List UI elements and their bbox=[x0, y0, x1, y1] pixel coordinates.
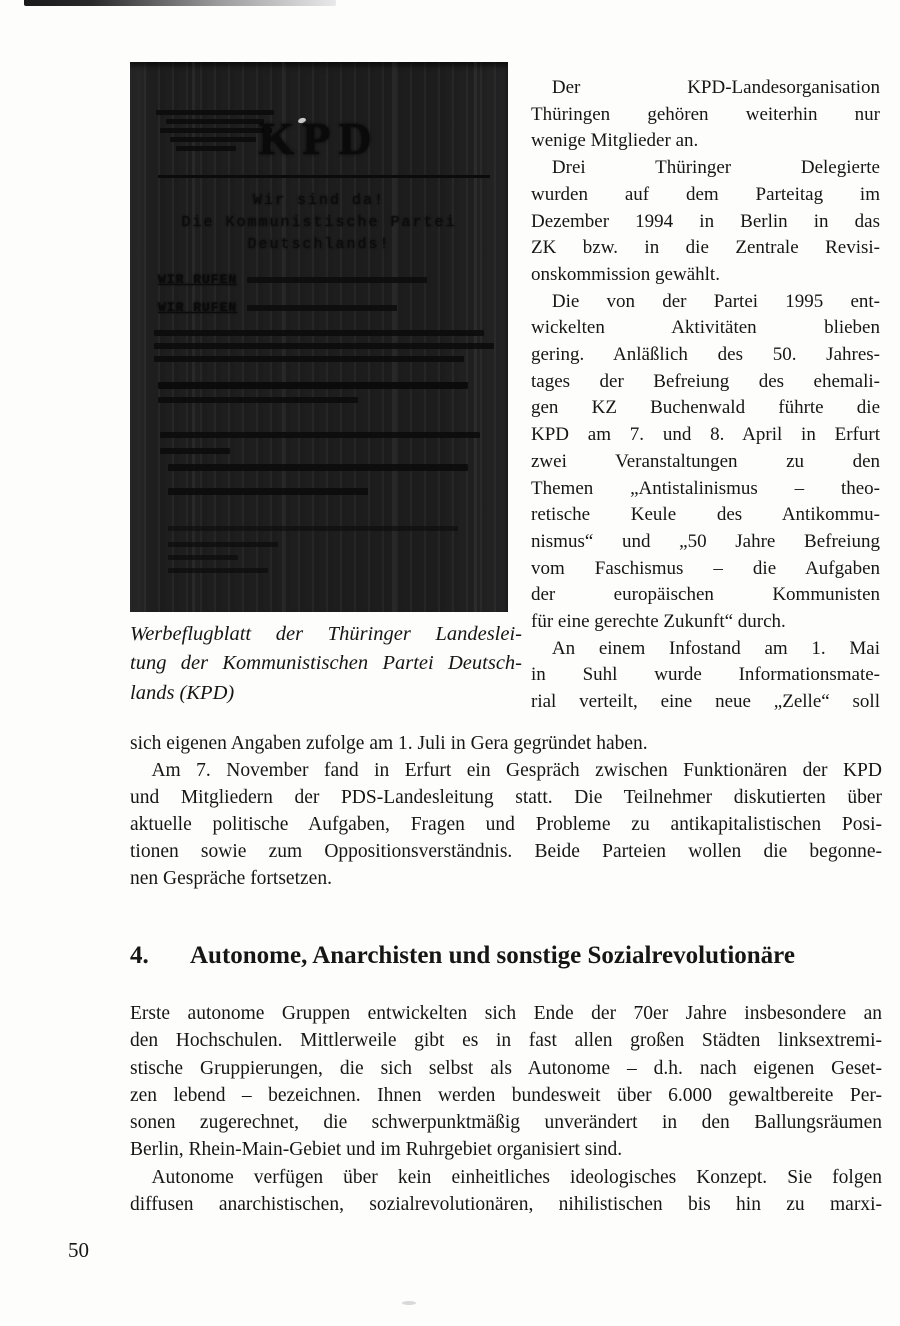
flyer-divider-line bbox=[158, 175, 490, 178]
text-line: den Hochschulen. Mittlerweile gibt es in fast allen großen Städten linksextremi- bbox=[130, 1030, 882, 1052]
illegible-text-line bbox=[168, 488, 368, 495]
text-line: Erste autonome Gruppen entwickelten sich Ende der 70er Jahre insbesondere an bbox=[130, 1003, 882, 1024]
illegible-text-line bbox=[154, 343, 494, 349]
text-line: zwei Veranstaltungen zu den bbox=[531, 450, 880, 472]
text-line: Themen „Antistalinismus – theo- bbox=[531, 477, 880, 499]
text-line: in Suhl wurde Informationsmate- bbox=[531, 664, 880, 686]
text-line: zen lebend – bezeichnen. Ihnen werden bundesweit über 6.000 gewaltbereite Per- bbox=[130, 1084, 882, 1106]
body-text-block-1 bbox=[130, 730, 882, 892]
text-line: gering. Anläßlich des 50. Jahres- bbox=[531, 344, 880, 366]
text-line: tung der Kommunistischen Partei Deutsch- bbox=[130, 652, 522, 675]
illegible-text-line bbox=[247, 277, 427, 283]
body-text-block-2 bbox=[130, 1000, 882, 1218]
flyer-call-line bbox=[158, 272, 427, 286]
flyer-headline: Wir sind da! bbox=[252, 192, 386, 209]
text-line: aktuelle politische Aufgaben, Fragen und Probleme zu antikapitalistischen Posi- bbox=[130, 814, 882, 835]
section-title: Autonome, Anarchisten und sonstige Sozialrevolutionäre bbox=[190, 942, 795, 969]
text-line: nen Gespräche fortsetzen. bbox=[130, 868, 332, 889]
text-line: rial verteilt, eine neue „Zelle“ soll bbox=[531, 691, 880, 713]
text-line: Drei Thüringer Delegierte bbox=[551, 157, 880, 179]
text-line: Werbeflugblatt der Thüringer Landeslei- bbox=[130, 623, 522, 645]
text-line: Am 7. November fand in Erfurt ein Gespräch zwischen Funktionären der KPD bbox=[151, 760, 882, 781]
illegible-text-line bbox=[154, 356, 464, 362]
text-line: sich eigenen Angaben zufolge am 1. Juli in Gera gegründet haben. bbox=[130, 733, 648, 754]
text-line: für eine gerechte Zukunft“ durch. bbox=[531, 611, 786, 633]
text-line: Berlin, Rhein-Main-Gebiet und im Ruhrgebiet organisiert sind. bbox=[130, 1139, 623, 1161]
section-heading bbox=[130, 940, 890, 972]
flyer-subline: Die Kommunistische Partei bbox=[181, 214, 457, 231]
flyer-call-label: WIR RUFEN bbox=[158, 272, 238, 287]
text-line: ZK bzw. in die Zentrale Revisi- bbox=[531, 237, 880, 259]
text-line: der europäischen Kommunisten bbox=[531, 584, 880, 606]
text-line: onskommission gewählt. bbox=[531, 263, 720, 285]
text-line: wickelten Aktivitäten blieben bbox=[531, 317, 880, 339]
illegible-text-line bbox=[158, 382, 468, 389]
text-line: gen KZ Buchenwald führte die bbox=[531, 397, 880, 419]
illegible-text-line bbox=[158, 397, 358, 403]
kpd-flyer-image bbox=[130, 62, 508, 612]
text-line: retische Keule des Antikommu- bbox=[531, 504, 880, 526]
flyer-call-label: WIR RUFEN bbox=[158, 300, 238, 315]
body-text-right-column bbox=[531, 75, 880, 716]
text-line: An einem Infostand am 1. Mai bbox=[551, 637, 880, 659]
illegible-text-line bbox=[168, 542, 278, 547]
image-caption bbox=[130, 620, 522, 708]
illegible-text-line bbox=[168, 526, 458, 531]
flyer-subline: Deutschlands! bbox=[247, 236, 391, 253]
text-line: Die von der Partei 1995 ent- bbox=[551, 290, 880, 312]
flyer-brand-title: KPD bbox=[258, 113, 380, 164]
illegible-text-line bbox=[154, 330, 484, 336]
scan-artifact-dot bbox=[402, 1301, 416, 1305]
illegible-text-line bbox=[160, 448, 230, 454]
text-line: Dezember 1994 in Berlin in das bbox=[531, 210, 880, 232]
text-line: lands (KPD) bbox=[130, 681, 235, 704]
text-line: wurden auf dem Parteitag im bbox=[531, 183, 880, 205]
text-line: nismus“ und „50 Jahre Befreiung bbox=[531, 530, 880, 552]
illegible-text-line bbox=[160, 432, 480, 438]
text-line: tionen sowie zum Oppositionsverständnis. Beide Parteien wollen die begonne- bbox=[130, 841, 882, 862]
text-line: vom Faschismus – die Aufgaben bbox=[531, 557, 880, 579]
illegible-text-line bbox=[168, 568, 268, 573]
scan-artifact-bar bbox=[24, 0, 336, 6]
page-number: 50 bbox=[68, 1238, 89, 1262]
text-line: KPD am 7. und 8. April in Erfurt bbox=[531, 424, 880, 446]
illegible-text-line bbox=[168, 464, 468, 471]
illegible-text-line bbox=[247, 305, 397, 311]
text-line: sonen zugerechnet, die schwerpunktmäßig unverändert in den Ballungsräumen bbox=[130, 1112, 882, 1134]
text-line: Thüringen gehören weiterhin nur bbox=[531, 103, 880, 125]
illegible-text-line bbox=[168, 555, 238, 560]
flyer-call-line bbox=[158, 300, 397, 314]
text-line: wenige Mitglieder an. bbox=[531, 130, 699, 152]
text-line: tages der Befreiung des ehemali- bbox=[531, 370, 880, 392]
text-line: Der KPD-Landesorganisation bbox=[551, 77, 880, 98]
text-line: diffusen anarchistischen, sozialrevolutionären, nihilistischen bis hin zu marxi- bbox=[130, 1194, 882, 1216]
text-line: und Mitgliedern der PDS-Landesleitung statt. Die Teilnehmer diskutierten über bbox=[130, 787, 882, 808]
text-line: stische Gruppierungen, die sich selbst als Autonome – d.h. nach eigenen Geset- bbox=[130, 1057, 882, 1079]
section-number: 4. bbox=[130, 942, 149, 969]
text-line: Autonome verfügen über kein einheitliches ideologisches Konzept. Sie folgen bbox=[151, 1166, 882, 1188]
